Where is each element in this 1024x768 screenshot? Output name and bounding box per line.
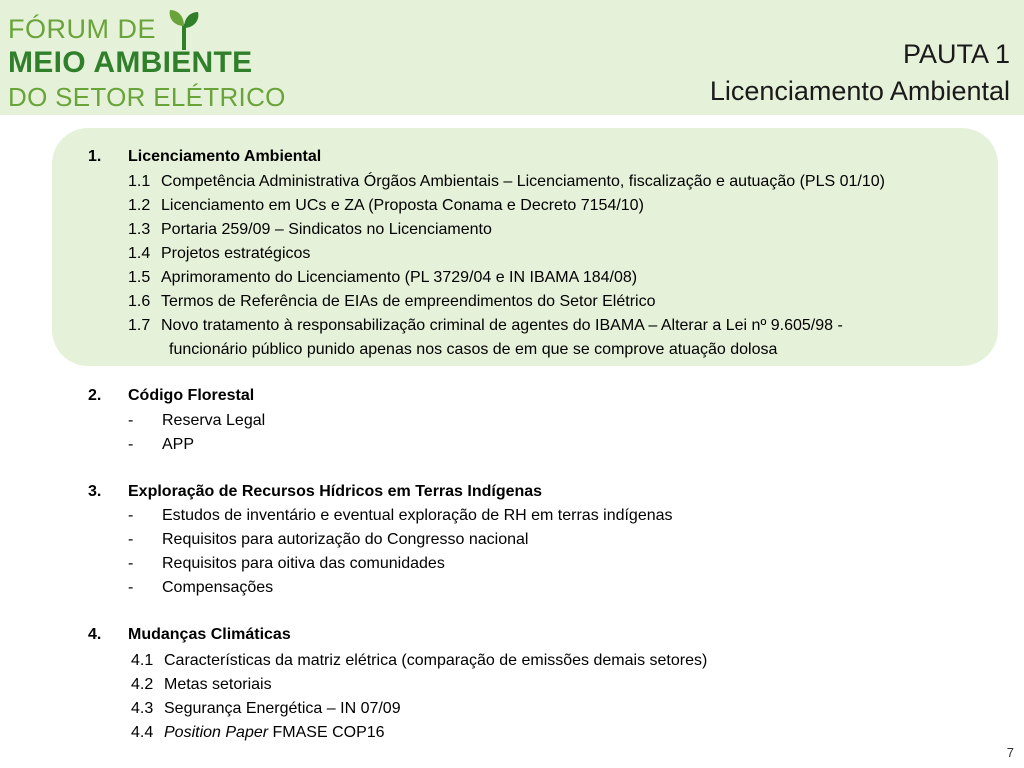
list-item: 1.6 Termos de Referência de EIAs de empreendimentos do Setor Elétrico (128, 293, 656, 310)
section-heading: 4. Mudanças Climáticas (88, 626, 291, 643)
list-item: - Requisitos para oitiva das comunidades (128, 555, 445, 572)
list-item: 4.3 Segurança Energética – IN 07/09 (131, 700, 401, 717)
list-item: 4.2 Metas setoriais (131, 676, 272, 693)
header-band (0, 0, 1024, 115)
list-item: - APP (128, 436, 195, 453)
list-item: 1.3 Portaria 259/09 – Sindicatos no Licenciamento (128, 221, 492, 238)
list-item: 4.1 Características da matriz elétrica (comparação de emissões demais setores) (131, 652, 708, 669)
page-number: 7 (1006, 745, 1014, 760)
list-item: 4.4 Position Paper FMASE COP16 (131, 724, 385, 741)
list-item: 1.2 Licenciamento em UCs e ZA (Proposta Conama e Decreto 7154/10) (128, 197, 644, 214)
section-heading: 2. Código Florestal (88, 387, 255, 404)
list-item: 1.5 Aprimoramento do Licenciamento (PL 3729/04 e IN IBAMA 184/08) (128, 269, 638, 286)
section-heading: 1. Licenciamento Ambiental (88, 148, 322, 165)
section-heading: 3. Exploração de Recursos Hídricos em Terras Indígenas (88, 483, 543, 500)
logo-line-3: DO SETOR ELÉTRICO (8, 82, 286, 112)
logo-line-1: FÓRUM DE (8, 14, 156, 44)
list-item: - Requisitos para autorização do Congresso nacional (128, 531, 529, 548)
list-item-continuation: funcionário público punido apenas nos casos de em que se comprove atuação dolosa (169, 341, 778, 358)
title-line-2: Licenciamento Ambiental (709, 76, 1010, 106)
list-item: - Compensações (128, 579, 274, 596)
list-item: - Reserva Legal (128, 412, 266, 429)
sprout-icon (166, 6, 202, 50)
list-item: 1.7 Novo tratamento à responsabilização criminal de agentes do IBAMA – Alterar a Lei nº 9.605/98 - (128, 317, 843, 334)
list-item: 1.4 Projetos estratégicos (128, 245, 311, 262)
slide-title (710, 36, 1010, 110)
forum-logo (8, 6, 286, 112)
logo-line-2: MEIO AMBIENTE (8, 46, 253, 79)
list-item: - Estudos de inventário e eventual exploração de RH em terras indígenas (128, 507, 673, 524)
list-item: 1.1 Competência Administrativa Órgãos Ambientais – Licenciamento, fiscalização e autuação (PLS 01/10) (128, 173, 885, 190)
title-line-1: PAUTA 1 (902, 39, 1010, 69)
